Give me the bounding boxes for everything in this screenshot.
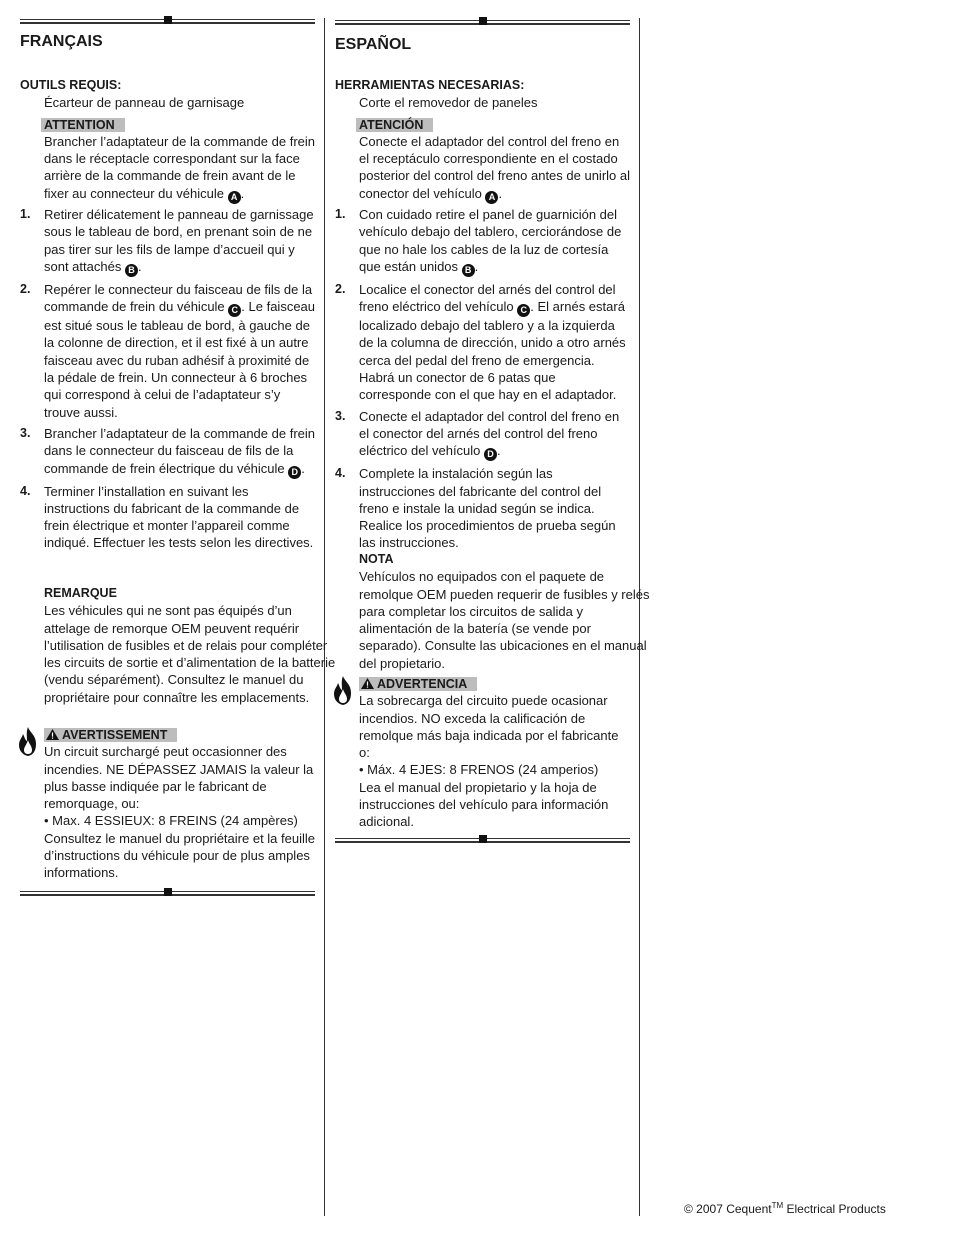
- note-text: Les véhicules qui ne sont pas équipés d’un attelage de remorque OEM peuvent requérir l’utilisation de fusibles et de relais pour compléter les circuits de sortie et d’alimentation de la batterie (vendu séparément). Consultez le manuel du propriétaire pour connaître les emplacements.: [44, 603, 336, 705]
- note-text: Vehículos no equipados con el paquete de remolque OEM pueden requerir de fusibles y relés para completar los circuitos de salida y alimentación de la batería (se vende por separado). Consulte las ubicaciones en el manual del propietario.: [359, 569, 650, 671]
- tools-item: Corte el removedor de paneles: [359, 95, 538, 111]
- attention-text: Conecte el adaptador del control del freno en el receptáculo correspondiente en el costado posterior del control del freno antes de unirlo al conector del vehículo A .: [359, 133, 630, 202]
- bottom-rule: [20, 891, 315, 896]
- section-title: FRANÇAIS: [20, 33, 103, 50]
- ref-marker-d: D: [484, 448, 497, 461]
- tools-heading: HERRAMIENTAS NECESARIAS:: [335, 78, 525, 92]
- ref-marker-c: C: [517, 304, 530, 317]
- fire-hazard-icon: [16, 726, 40, 760]
- ref-marker-b: B: [125, 264, 138, 277]
- ref-marker-d: D: [288, 466, 301, 479]
- step-item: 4. Complete la instalación según las instrucciones del fabricante del control del freno e instale la unidad según se indica. Realice los procedimientos de prueba según las instrucciones.: [335, 466, 616, 551]
- note-heading: NOTA: [359, 552, 394, 566]
- warning-triangle-icon: [361, 678, 374, 689]
- step-item: 3. Conecte el adaptador del control del freno en el conector del arnés del control del freno eléctrico del vehículo D .: [335, 408, 620, 460]
- warning-triangle-icon: [46, 729, 59, 740]
- warning-after-text: Consultez le manuel du propriétaire et la feuille d’instructions du véhicule pour de plus amples informations.: [44, 830, 315, 881]
- note-heading: REMARQUE: [44, 586, 117, 600]
- warning-label: ADVERTENCIA: [359, 677, 477, 691]
- ref-marker-b: B: [462, 264, 475, 277]
- section-title: ESPAÑOL: [335, 36, 412, 53]
- step-item: 2. Repérer le connecteur du faisceau de fils de la commande de frein du véhicule C . Le faisceau est situé sous le tableau de bord, à gauche de la colonne de direction, et il est fixé à un autre faisceau avec du ruban adhésif à proximité de la pédale de frein. Un connecteur à 6 broches qui correspond à celui de l’adaptateur s’y trouve aussi.: [20, 281, 316, 420]
- steps-list: [20, 206, 315, 556]
- attention-label: ATTENTION: [41, 118, 125, 132]
- top-rule: [20, 19, 315, 24]
- ref-marker-a: A: [485, 191, 498, 204]
- top-rule: [335, 20, 630, 25]
- tools-item: Écarteur de panneau de garnisage: [44, 95, 245, 111]
- warning-text: Un circuit surchargé peut occasionner des incendies. NE DÉPASSEZ JAMAIS la valeur la plus basse indiquée par le fabricant de remorquage, ou:: [44, 744, 314, 812]
- attention-label: ATENCIÓN: [356, 118, 433, 132]
- attention-text: Brancher l’adaptateur de la commande de frein dans le réceptacle correspondant sur la face arrière de la commande de frein avant de le fixer au connecteur du véhicule A .: [44, 133, 315, 202]
- copyright-notice: © 2007 Cequent™ Electrical Products: [684, 1201, 886, 1216]
- step-item: 3. Brancher l’adaptateur de la commande de frein dans le connecteur du faisceau de fils de la commande de frein électrique du véhicule D .: [20, 425, 315, 477]
- tools-heading: OUTILS REQUIS:: [20, 78, 122, 92]
- step-item: 2. Localice el conector del arnés del control del freno eléctrico del vehículo C . El arnés estará localizado debajo del tablero y a la izquierda de la columna de dirección, unido a otro arnés cerca del pedal del freno de emergencia. Habrá un conector de 6 patas que corresponde con el que hay en el adaptador.: [335, 281, 626, 403]
- bottom-rule: [335, 838, 630, 843]
- ref-marker-a: A: [228, 191, 241, 204]
- fire-hazard-icon: [331, 675, 355, 709]
- warning-bullet: • Máx. 4 EJES: 8 FRENOS (24 amperios): [359, 762, 599, 778]
- step-item: 1. Retirer délicatement le panneau de garnissage sous le tableau de bord, en prenant soin de ne pas tirer sur les fils de lampe d’accueil qui y sont attachés B .: [20, 207, 314, 275]
- step-item: 4. Terminer l’installation en suivant les instructions du fabricant de la commande de frein électrique et monter l’appareil comme indiqué. Effectuer les tests selon les directives.: [20, 483, 314, 551]
- steps-list: [335, 206, 630, 556]
- warning-bullet: • Max. 4 ESSIEUX: 8 FREINS (24 ampères): [44, 813, 298, 829]
- warning-text: La sobrecarga del circuito puede ocasionar incendios. NO exceda la calificación de remolque más baja indicada por el fabricante o:: [359, 693, 619, 761]
- step-item: 1. Con cuidado retire el panel de guarnición del vehículo debajo del tablero, cerciorándose de que no hale los cables de la luz de cortesía que están unidos B .: [335, 207, 622, 275]
- ref-marker-c: C: [228, 304, 241, 317]
- warning-label: AVERTISSEMENT: [44, 728, 177, 742]
- warning-after-text: Lea el manual del propietario y la hoja de instrucciones del vehículo para información adicional.: [359, 779, 609, 830]
